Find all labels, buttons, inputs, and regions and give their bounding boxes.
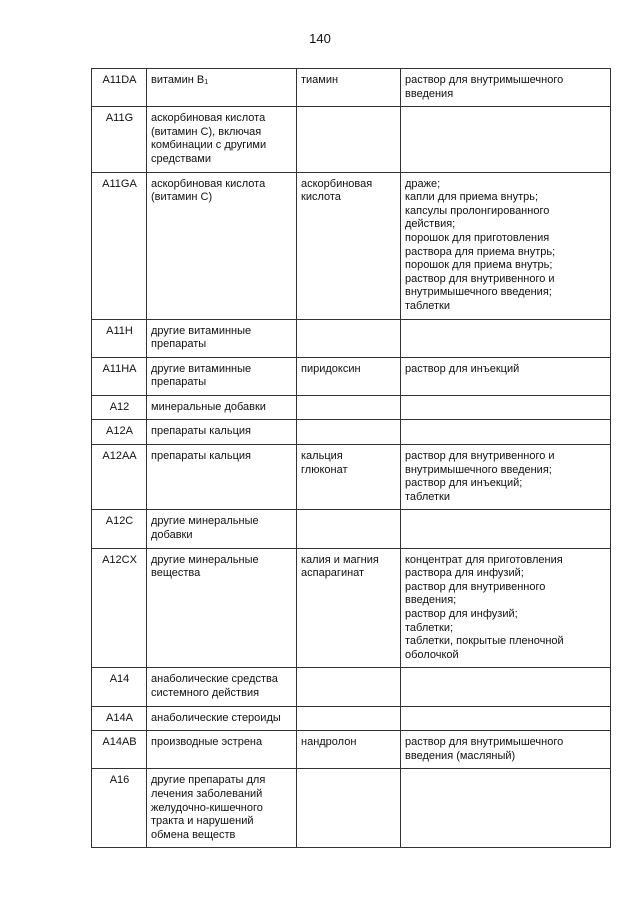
group-name-cell xyxy=(147,548,297,668)
dosage-form-cell xyxy=(401,445,611,510)
table-row xyxy=(92,69,611,107)
cell-line: введения; xyxy=(405,594,457,607)
substance-cell xyxy=(297,69,401,107)
atc-code-cell: A11H xyxy=(92,319,147,357)
table-row xyxy=(92,668,611,706)
cell-line: системного действия xyxy=(151,686,260,699)
cell-line: концентрат для приготовления xyxy=(405,553,563,566)
table-row xyxy=(92,769,611,848)
cell-line: другие витаминные xyxy=(151,362,252,375)
dosage-form-cell xyxy=(401,420,611,445)
cell-line: капсулы пролонгированного xyxy=(405,204,550,217)
cell-line: средствами xyxy=(151,152,211,165)
dosage-form-cell xyxy=(401,172,611,319)
atc-code-cell: A11GA xyxy=(92,172,147,319)
group-name-cell xyxy=(147,731,297,769)
group-name-cell xyxy=(147,69,297,107)
cell-line: раствора для приема внутрь; xyxy=(405,245,556,258)
atc-code-cell: A12C xyxy=(92,510,147,548)
atc-code-cell: A12 xyxy=(92,395,147,420)
group-name-cell xyxy=(147,769,297,848)
table-row xyxy=(92,395,611,420)
cell-line: аскорбиновая кислота xyxy=(151,112,266,125)
cell-line: анаболические стероиды xyxy=(151,711,281,724)
substance-cell xyxy=(297,357,401,395)
cell-line: капли для приема внутрь; xyxy=(405,191,539,204)
cell-line: кислота xyxy=(301,191,341,204)
group-name-cell xyxy=(147,445,297,510)
cell-line: внутримышечного введения; xyxy=(405,286,552,299)
dosage-form-cell xyxy=(401,769,611,848)
group-name-cell xyxy=(147,420,297,445)
substance-cell xyxy=(297,445,401,510)
table-row xyxy=(92,548,611,668)
table-row xyxy=(92,706,611,731)
group-name-cell xyxy=(147,357,297,395)
cell-line: анаболические средства xyxy=(151,673,278,686)
cell-line: введения xyxy=(405,87,454,100)
cell-line: таблетки xyxy=(405,490,451,503)
cell-line: внутримышечного введения; xyxy=(405,463,552,476)
cell-line: раствора для инфузий; xyxy=(405,567,524,580)
drug-classification-table xyxy=(91,68,611,848)
cell-line xyxy=(151,74,293,90)
cell-line: тиамин xyxy=(301,74,339,86)
atc-code-cell: A14A xyxy=(92,706,147,731)
cell-line: порошок для приема внутрь; xyxy=(405,259,553,272)
cell-line: (витамин C) xyxy=(151,191,213,204)
cell-line: (витамин C), включая xyxy=(151,125,262,138)
cell-line: таблетки xyxy=(405,299,451,312)
cell-line: препараты xyxy=(151,338,207,351)
atc-code-cell: A14 xyxy=(92,668,147,706)
cell-line: оболочкой xyxy=(405,648,459,661)
table-row xyxy=(92,357,611,395)
cell-line: комбинации с другими xyxy=(151,139,267,152)
cell-line: нандролон xyxy=(301,736,357,749)
cell-line: аскорбиновая кислота xyxy=(151,177,266,190)
atc-code-cell: A16 xyxy=(92,769,147,848)
cell-line: калия и магния xyxy=(301,553,379,566)
cell-line: лечения заболеваний xyxy=(151,787,263,800)
atc-code-cell: A12AA xyxy=(92,445,147,510)
substance-cell xyxy=(297,107,401,172)
cell-line: другие препараты для xyxy=(151,774,266,787)
dosage-form-cell xyxy=(401,69,611,107)
substance-cell xyxy=(297,395,401,420)
dosage-form-cell xyxy=(401,548,611,668)
atc-code-cell: A11DA xyxy=(92,69,147,107)
page-number: 140 xyxy=(309,31,331,46)
subscript-index: 1 xyxy=(204,79,209,86)
cell-line: раствор для внутривенного и xyxy=(405,272,555,285)
group-name-cell xyxy=(147,319,297,357)
dosage-form-cell xyxy=(401,357,611,395)
substance-cell xyxy=(297,731,401,769)
table-row xyxy=(92,510,611,548)
group-name-cell xyxy=(147,395,297,420)
cell-line: другие минеральные xyxy=(151,515,259,528)
cell-line: препараты xyxy=(151,376,207,389)
table-row xyxy=(92,731,611,769)
cell-line: аскорбиновая xyxy=(301,177,373,190)
substance-cell xyxy=(297,668,401,706)
cell-line: раствор для инъекций; xyxy=(405,477,523,490)
dosage-form-cell xyxy=(401,510,611,548)
table-row xyxy=(92,319,611,357)
substance-cell xyxy=(297,319,401,357)
substance-cell xyxy=(297,420,401,445)
cell-line: минеральные добавки xyxy=(151,400,266,413)
atc-code-cell: A12CX xyxy=(92,548,147,668)
table-row xyxy=(92,107,611,172)
cell-line: порошок для приготовления xyxy=(405,231,550,244)
dosage-form-cell xyxy=(401,395,611,420)
substance-cell xyxy=(297,172,401,319)
table-row xyxy=(92,420,611,445)
cell-line: раствор для инъекций xyxy=(405,362,520,375)
cell-line: раствор для внутривенного xyxy=(405,580,546,593)
cell-line: кальция xyxy=(301,450,343,463)
group-name-cell xyxy=(147,510,297,548)
group-name-cell xyxy=(147,172,297,319)
dosage-form-cell xyxy=(401,706,611,731)
atc-code-cell: A12A xyxy=(92,420,147,445)
cell-line: раствор для инфузий; xyxy=(405,608,518,620)
substance-cell xyxy=(297,548,401,668)
substance-cell xyxy=(297,706,401,731)
cell-line: другие витаминные xyxy=(151,324,252,337)
substance-cell xyxy=(297,510,401,548)
group-name-cell xyxy=(147,107,297,172)
atc-code-cell: A11HA xyxy=(92,357,147,395)
table-row xyxy=(92,445,611,510)
cell-line: пиридоксин xyxy=(301,362,361,375)
cell-line: таблетки, покрытые пленочной xyxy=(405,635,564,648)
cell-line: раствор для внутривенного и xyxy=(405,450,555,463)
cell-line: драже; xyxy=(405,177,441,190)
dosage-form-cell xyxy=(401,668,611,706)
substance-cell xyxy=(297,769,401,848)
group-name-cell xyxy=(147,706,297,731)
cell-line: добавки xyxy=(151,529,193,542)
cell-line: введения (масляный) xyxy=(405,749,516,762)
cell-line: тракта и нарушений xyxy=(151,815,254,828)
cell-line: препараты кальция xyxy=(151,425,251,438)
cell-line: раствор для внутримышечного xyxy=(405,74,564,86)
cell-line: обмена веществ xyxy=(151,828,236,841)
cell-line: таблетки; xyxy=(405,621,454,634)
dosage-form-cell xyxy=(401,107,611,172)
cell-line: препараты кальция xyxy=(151,450,251,463)
atc-code-cell: A11G xyxy=(92,107,147,172)
cell-line: другие минеральные xyxy=(151,553,259,566)
group-name-cell xyxy=(147,668,297,706)
table-row xyxy=(92,172,611,319)
cell-line: вещества xyxy=(151,567,201,580)
cell-line: глюконат xyxy=(301,463,348,476)
atc-code-cell: A14AB xyxy=(92,731,147,769)
cell-line: производные эстрена xyxy=(151,736,263,749)
cell-line: желудочно-кишечного xyxy=(151,801,263,814)
dosage-form-cell xyxy=(401,319,611,357)
cell-line: аспарагинат xyxy=(301,567,365,580)
cell-line: раствор для внутримышечного xyxy=(405,736,564,749)
cell-line: действия; xyxy=(405,218,456,231)
dosage-form-cell xyxy=(401,731,611,769)
cell-text: витамин B xyxy=(151,74,205,86)
